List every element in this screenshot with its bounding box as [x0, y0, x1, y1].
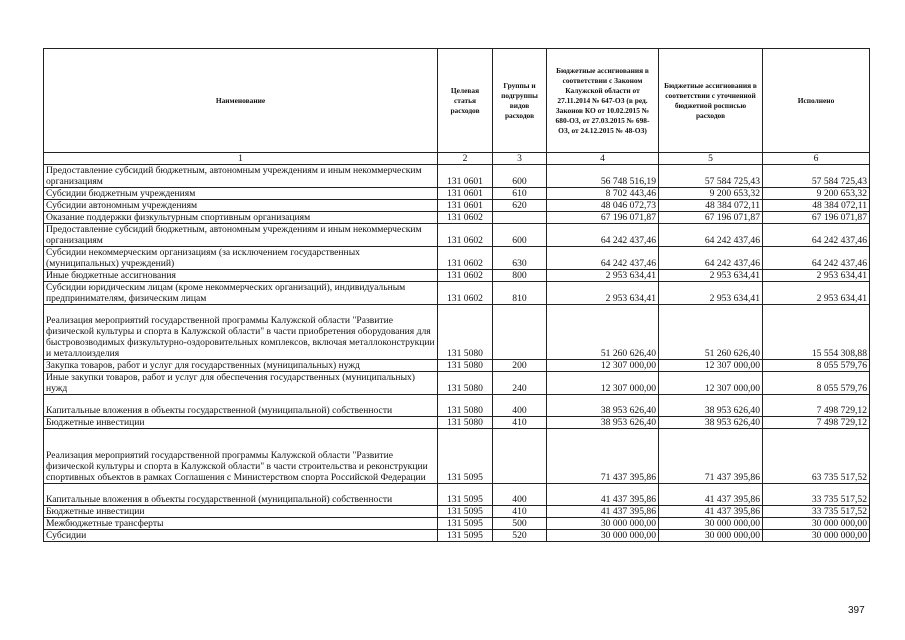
column-number: 1: [44, 153, 438, 165]
row-expense-group: 400: [493, 484, 547, 506]
header-budget-refined: Бюджетные ассигнования в соответствии с уточненной бюджетной росписью расходов: [659, 49, 763, 153]
row-target-code: 131 0602: [438, 212, 493, 224]
table-row: [44, 484, 870, 506]
table-row: [44, 200, 870, 212]
row-executed-value: 64 242 437,46: [763, 247, 870, 270]
row-executed-value: 64 242 437,46: [763, 224, 870, 247]
row-budget-law-value: 71 437 395,86: [547, 429, 659, 484]
header-executed: Исполнено: [763, 49, 870, 153]
row-name: Предоставление субсидий бюджетным, автономным учреждениям и иным некоммерческим организациям: [44, 165, 438, 188]
row-name: Реализация мероприятий государственной программы Калужской области "Развитие физической культуры и спорта в Калужской области" в части строительства и реконструкции спортивных объектов в рамках Соглашения с Министерством спорта Российской Федерации: [44, 429, 438, 484]
row-expense-group: 630: [493, 247, 547, 270]
row-name: Капитальные вложения в объекты государственной (муниципальной) собственности: [44, 484, 438, 506]
row-target-code: 131 0602: [438, 282, 493, 305]
row-name: Субсидии: [44, 530, 438, 542]
row-executed-value: 15 554 308,88: [763, 305, 870, 360]
row-budget-refined-value: 64 242 437,46: [659, 247, 763, 270]
row-budget-law-value: 38 953 626,40: [547, 395, 659, 417]
row-budget-refined-value: 48 384 072,11: [659, 200, 763, 212]
row-budget-refined-value: 64 242 437,46: [659, 224, 763, 247]
row-expense-group: [493, 212, 547, 224]
table-row: [44, 270, 870, 282]
row-target-code: 131 5080: [438, 360, 493, 372]
row-expense-group: 600: [493, 165, 547, 188]
row-target-code: 131 0602: [438, 270, 493, 282]
row-budget-refined-value: 41 437 395,86: [659, 506, 763, 518]
row-name: Субсидии некоммерческим организациям (за исключением государственных (муниципальных) учреждений): [44, 247, 438, 270]
row-target-code: 131 0602: [438, 247, 493, 270]
table-row: [44, 212, 870, 224]
column-number-row: [44, 153, 870, 165]
row-budget-refined-value: 38 953 626,40: [659, 395, 763, 417]
row-expense-group: 240: [493, 372, 547, 395]
row-executed-value: 30 000 000,00: [763, 530, 870, 542]
row-name: Субсидии автономным учреждениям: [44, 200, 438, 212]
row-executed-value: 7 498 729,12: [763, 417, 870, 429]
row-budget-refined-value: 67 196 071,87: [659, 212, 763, 224]
row-executed-value: 8 055 579,76: [763, 372, 870, 395]
table-row: [44, 282, 870, 305]
row-executed-value: 57 584 725,43: [763, 165, 870, 188]
row-budget-law-value: 48 046 072,73: [547, 200, 659, 212]
row-expense-group: 810: [493, 282, 547, 305]
row-executed-value: 67 196 071,87: [763, 212, 870, 224]
row-budget-law-value: 2 953 634,41: [547, 282, 659, 305]
row-budget-law-value: 67 196 071,87: [547, 212, 659, 224]
row-budget-law-value: 51 260 626,40: [547, 305, 659, 360]
row-executed-value: 7 498 729,12: [763, 395, 870, 417]
column-number: 6: [763, 153, 870, 165]
row-executed-value: 30 000 000,00: [763, 518, 870, 530]
row-budget-refined-value: 51 260 626,40: [659, 305, 763, 360]
row-target-code: 131 5095: [438, 530, 493, 542]
row-expense-group: 800: [493, 270, 547, 282]
row-expense-group: [493, 305, 547, 360]
row-name: Реализация мероприятий государственной программы Калужской области "Развитие физической культуры и спорта в Калужской области" в части приобретения оборудования для быстровозводимых физкультурно-оздоровительных комплексов, включая металлоконструкции и металлоизделия: [44, 305, 438, 360]
row-expense-group: 520: [493, 530, 547, 542]
row-executed-value: 8 055 579,76: [763, 360, 870, 372]
row-target-code: 131 5080: [438, 305, 493, 360]
row-budget-law-value: 56 748 516,19: [547, 165, 659, 188]
table-row: [44, 530, 870, 542]
table-row: [44, 429, 870, 484]
page-number: 397: [848, 605, 865, 616]
budget-table: [43, 48, 870, 542]
row-executed-value: 48 384 072,11: [763, 200, 870, 212]
row-name: Иные закупки товаров, работ и услуг для обеспечения государственных (муниципальных) нужд: [44, 372, 438, 395]
row-name: Субсидии юридическим лицам (кроме некоммерческих организаций), индивидуальным предпринимателям, физическим лицам: [44, 282, 438, 305]
row-target-code: 131 5080: [438, 395, 493, 417]
row-expense-group: [493, 429, 547, 484]
table-row: [44, 417, 870, 429]
row-budget-refined-value: 41 437 395,86: [659, 484, 763, 506]
row-expense-group: 610: [493, 188, 547, 200]
row-budget-law-value: 30 000 000,00: [547, 518, 659, 530]
table-row: [44, 165, 870, 188]
row-budget-refined-value: 9 200 653,32: [659, 188, 763, 200]
row-budget-refined-value: 38 953 626,40: [659, 417, 763, 429]
row-executed-value: 2 953 634,41: [763, 270, 870, 282]
table-row: [44, 247, 870, 270]
row-expense-group: 400: [493, 395, 547, 417]
column-number: 5: [659, 153, 763, 165]
row-target-code: 131 0601: [438, 200, 493, 212]
row-target-code: 131 5095: [438, 518, 493, 530]
row-budget-refined-value: 57 584 725,43: [659, 165, 763, 188]
row-name: Оказание поддержки физкультурным спортивным организациям: [44, 212, 438, 224]
row-target-code: 131 5080: [438, 417, 493, 429]
table-row: [44, 395, 870, 417]
row-budget-law-value: 12 307 000,00: [547, 372, 659, 395]
row-name: Бюджетные инвестиции: [44, 506, 438, 518]
column-number: 3: [493, 153, 547, 165]
table-row: [44, 372, 870, 395]
row-expense-group: 620: [493, 200, 547, 212]
row-expense-group: 410: [493, 506, 547, 518]
table-row: [44, 506, 870, 518]
row-budget-refined-value: 30 000 000,00: [659, 518, 763, 530]
row-executed-value: 33 735 517,52: [763, 506, 870, 518]
row-target-code: 131 5095: [438, 506, 493, 518]
row-budget-law-value: 64 242 437,46: [547, 224, 659, 247]
row-executed-value: 9 200 653,32: [763, 188, 870, 200]
table-row: [44, 188, 870, 200]
row-budget-refined-value: 12 307 000,00: [659, 372, 763, 395]
row-target-code: 131 5080: [438, 372, 493, 395]
header-target-article: Целевая статья расходов: [438, 49, 493, 153]
budget-table-container: [43, 48, 869, 542]
row-target-code: 131 0601: [438, 165, 493, 188]
row-budget-law-value: 41 437 395,86: [547, 506, 659, 518]
table-row: [44, 360, 870, 372]
row-expense-group: 500: [493, 518, 547, 530]
header-expense-group: Группы и подгруппы видов расходов: [493, 49, 547, 153]
row-name: Закупка товаров, работ и услуг для государственных (муниципальных) нужд: [44, 360, 438, 372]
column-number: 2: [438, 153, 493, 165]
row-budget-law-value: 64 242 437,46: [547, 247, 659, 270]
row-budget-refined-value: 2 953 634,41: [659, 270, 763, 282]
row-budget-law-value: 8 702 443,46: [547, 188, 659, 200]
row-name: Предоставление субсидий бюджетным, автономным учреждениям и иным некоммерческим организациям: [44, 224, 438, 247]
row-name: Бюджетные инвестиции: [44, 417, 438, 429]
row-expense-group: 410: [493, 417, 547, 429]
row-name: Иные бюджетные ассигнования: [44, 270, 438, 282]
row-budget-refined-value: 2 953 634,41: [659, 282, 763, 305]
row-name: Межбюджетные трансферты: [44, 518, 438, 530]
row-executed-value: 2 953 634,41: [763, 282, 870, 305]
table-row: [44, 224, 870, 247]
row-budget-law-value: 41 437 395,86: [547, 484, 659, 506]
row-executed-value: 33 735 517,52: [763, 484, 870, 506]
table-row: [44, 305, 870, 360]
table-row: [44, 518, 870, 530]
row-name: Субсидии бюджетным учреждениям: [44, 188, 438, 200]
header-budget-law: Бюджетные ассигнования в соответствии с Законом Калужской области от 27.11.2014 № 647-ОЗ (в ред. Законов КО от 10.02.2015 № 680-ОЗ, от 27.03.2015 № 698-ОЗ, от 24.12.2015 № 48-ОЗ): [547, 49, 659, 153]
row-budget-law-value: 12 307 000,00: [547, 360, 659, 372]
row-budget-refined-value: 30 000 000,00: [659, 530, 763, 542]
column-number: 4: [547, 153, 659, 165]
row-budget-law-value: 38 953 626,40: [547, 417, 659, 429]
row-budget-refined-value: 12 307 000,00: [659, 360, 763, 372]
row-executed-value: 63 735 517,52: [763, 429, 870, 484]
row-target-code: 131 0601: [438, 188, 493, 200]
row-target-code: 131 5095: [438, 484, 493, 506]
header-row: [44, 49, 870, 153]
row-target-code: 131 5095: [438, 429, 493, 484]
header-name: Наименование: [44, 49, 438, 153]
row-name: Капитальные вложения в объекты государственной (муниципальной) собственности: [44, 395, 438, 417]
row-budget-law-value: 2 953 634,41: [547, 270, 659, 282]
row-expense-group: 200: [493, 360, 547, 372]
row-expense-group: 600: [493, 224, 547, 247]
row-budget-refined-value: 71 437 395,86: [659, 429, 763, 484]
row-target-code: 131 0602: [438, 224, 493, 247]
row-budget-law-value: 30 000 000,00: [547, 530, 659, 542]
